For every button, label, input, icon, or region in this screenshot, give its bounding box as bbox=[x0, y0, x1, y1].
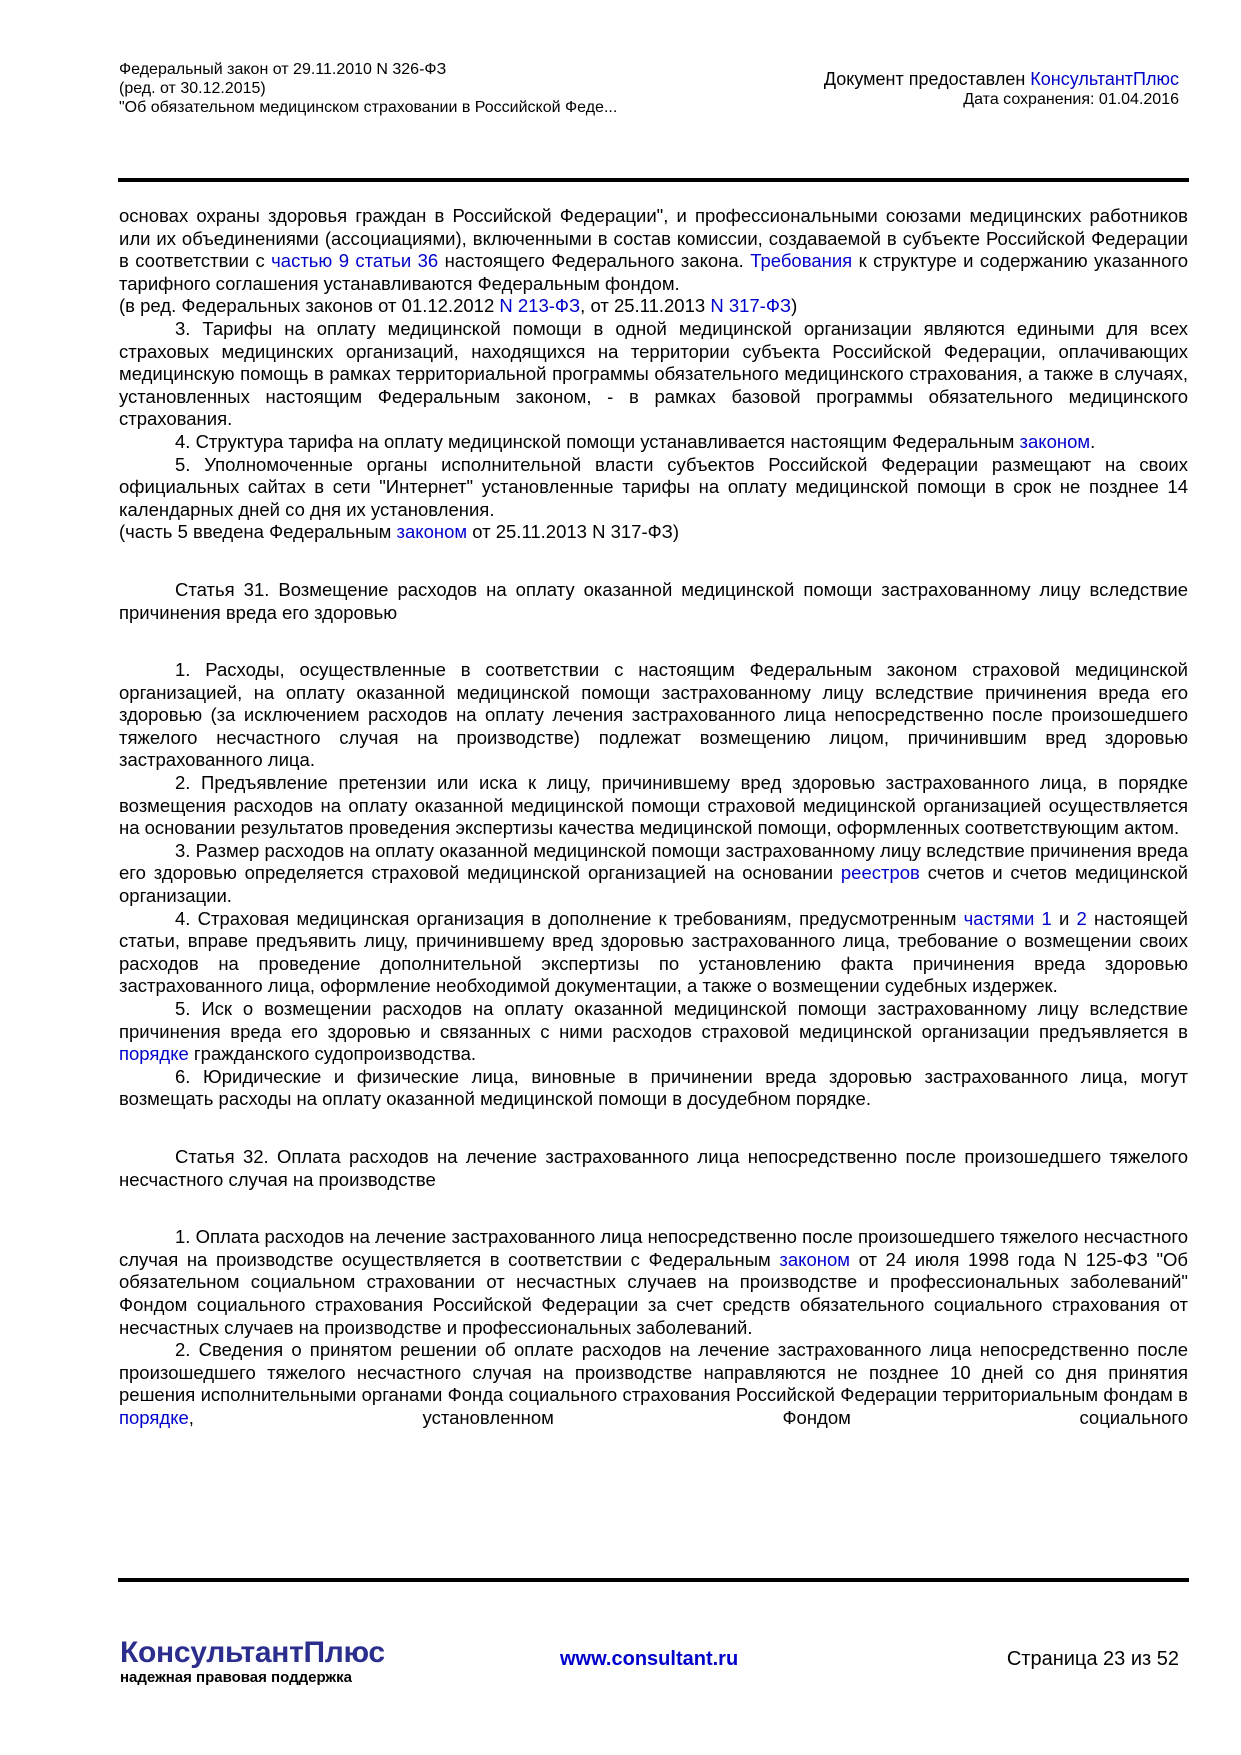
provider-info bbox=[824, 69, 1179, 109]
page-number: Страница 23 из 52 bbox=[1006, 1648, 1179, 1670]
article-32-part2: 2. Сведения о принятом решении об оплате расходов на лечение застрахованного лица непосредственно после произошедшего тяжелого несчастного случая на производстве направляются не позднее 10 дней со дня принятия решения исполнительными органами Фонда социального страхования Российской Федерации территориальным фондам в порядке, установленном Фондом социального bbox=[119, 1339, 1188, 1428]
link-procedure[interactable]: порядке bbox=[119, 1043, 189, 1065]
document-title-block bbox=[119, 60, 617, 117]
article-31-part1: 1. Расходы, осуществленные в соответствии с настоящим Федеральным законом страховой медицинской организацией, на оплату оказанной медицинской помощи застрахованному лицу вследствие причинения вреда его здоровью (за исключением расходов на оплату лечения застрахованного лица непосредственно после произошедшего тяжелого несчастного случая на производстве) подлежат возмещению лицом, причинившим вред здоровью застрахованного лица. bbox=[119, 659, 1188, 771]
header-divider bbox=[118, 178, 1189, 182]
amendment-note: (в ред. Федеральных законов от 01.12.2012 N 213-ФЗ, от 25.11.2013 N 317-ФЗ) bbox=[119, 295, 798, 317]
website-link[interactable]: www.consultant.ru bbox=[560, 1648, 739, 1670]
article-31-part5: 5. Иск о возмещении расходов на оплату оказанной медицинской помощи застрахованному лицу вследствие причинения вреда его здоровью и связанных с ними расходов страховой медицинской организации предъявляется в порядке гражданского судопроизводства. bbox=[119, 998, 1188, 1065]
law-name: "Об обязательном медицинском страховании в Российской Феде... bbox=[119, 99, 618, 116]
law-title: Федеральный закон от 29.11.2010 N 326-ФЗ bbox=[119, 61, 447, 78]
document-body bbox=[119, 205, 1188, 1430]
article-32-title: Статья 32. Оплата расходов на лечение застрахованного лица непосредственно после произошедшего тяжелого несчастного случая на производстве bbox=[119, 1145, 1188, 1190]
provided-by bbox=[824, 69, 1179, 90]
link-part9-article36[interactable]: частью 9 статьи 36 bbox=[271, 250, 439, 272]
link-n213-fz[interactable]: N 213-ФЗ bbox=[499, 295, 581, 317]
footer-divider bbox=[118, 1578, 1189, 1582]
provider-brand-link[interactable]: КонсультантПлюс bbox=[1030, 69, 1179, 89]
brand-slogan: надежная правовая поддержка bbox=[120, 1669, 352, 1686]
link-parts-1[interactable]: частями 1 bbox=[963, 907, 1052, 929]
link-law[interactable]: законом bbox=[1019, 430, 1091, 452]
link-law[interactable]: законом bbox=[396, 521, 468, 543]
link-law[interactable]: законом bbox=[779, 1248, 850, 1270]
brand-logo bbox=[120, 1637, 385, 1687]
paragraph-part4: 4. Структура тарифа на оплату медицинской помощи устанавливается настоящим Федеральным законом. bbox=[175, 430, 1096, 452]
law-revision: (ред. от 30.12.2015) bbox=[119, 80, 266, 97]
article-31-part4: 4. Страховая медицинская организация в дополнение к требованиям, предусмотренным частями 1 и 2 настоящей статьи, вправе предъявить лицу, причинившему вред здоровью застрахованного лица, требование о возмещении своих расходов на проведение дополнительной экспертизы по установлению факта причинения вреда здоровью застрахованного лица, оформление необходимой документации, а также о возмещении судебных издержек. bbox=[119, 907, 1188, 997]
article-31-part2: 2. Предъявление претензии или иска к лицу, причинившему вред здоровью застрахованного лица, в порядке возмещения расходов на оплату оказанной медицинской помощи страховой медицинской организацией осуществляется на основании результатов проведения экспертизы качества медицинской помощи, оформленных соответствующим актом. bbox=[119, 772, 1188, 839]
link-procedure[interactable]: порядке bbox=[119, 1406, 189, 1428]
article-31-part3: 3. Размер расходов на оплату оказанной медицинской помощи застрахованному лицу вследствие причинения вреда его здоровью определяется страховой медицинской организацией на основании реестров счетов и счетов медицинской организации. bbox=[119, 839, 1189, 907]
article-32-part1: 1. Оплата расходов на лечение застрахованного лица непосредственно после произошедшего тяжелого несчастного случая на производстве осуществляется в соответствии с Федеральным законом от 24 июля 1998 года N 125-ФЗ "Об обязательном социальном страховании от несчастных случаев на производстве и профессиональных заболеваний" Фондом социального страхования Российской Федерации за счет средств обязательного социального страхования от несчастных случаев на производстве и профессиональных заболеваний. bbox=[119, 1226, 1188, 1338]
paragraph: основах охраны здоровья граждан в Российской Федерации", и профессиональными союзами медицинских работников или их объединениями (ассоциациями), включенными в состав комиссии, создаваемой в субъекте Российской Федерации в соответствии с частью 9 статьи 36 настоящего Федерального закона. Требования к структуре и содержанию указанного тарифного соглашения устанавливаются Федеральным фондом. bbox=[119, 205, 1188, 294]
link-n317-fz[interactable]: N 317-ФЗ bbox=[710, 295, 792, 317]
link-part-2[interactable]: 2 bbox=[1076, 907, 1087, 929]
paragraph-part3: 3. Тарифы на оплату медицинской помощи в одной медицинской организации являются едиными для всех страховых медицинских организаций, находящихся на территории субъекта Российской Федерации, оплачивающих медицинскую помощь в рамках территориальной программы обязательного медицинского страхования, а также в случаях, установленных настоящим Федеральным законом, - в рамках базовой программы обязательного медицинского страхования. bbox=[119, 317, 1188, 430]
article-31-part6: 6. Юридические и физические лица, виновные в причинении вреда здоровью застрахованного лица, могут возмещать расходы на оплату оказанной медицинской помощи в досудебном порядке. bbox=[119, 1065, 1188, 1110]
brand-name: КонсультантПлюс bbox=[120, 1636, 385, 1669]
article-31-title: Статья 31. Возмещение расходов на оплату оказанной медицинской помощи застрахованному лицу вследствие причинения вреда его здоровью bbox=[119, 578, 1188, 623]
provided-by-label: Документ предоставлен bbox=[823, 69, 1031, 89]
link-requirements[interactable]: Требования bbox=[750, 250, 853, 272]
save-date: Дата сохранения: 01.04.2016 bbox=[963, 91, 1179, 108]
link-registers[interactable]: реестров bbox=[840, 862, 920, 884]
paragraph-part5: 5. Уполномоченные органы исполнительной власти субъектов Российской Федерации размещают на своих официальных сайтах в сети "Интернет" установленные тарифы на оплату медицинской помощи в срок не позднее 14 календарных дней со дня их установления. bbox=[119, 453, 1188, 520]
amendment-note: (часть 5 введена Федеральным законом от 25.11.2013 N 317-ФЗ) bbox=[119, 521, 680, 543]
